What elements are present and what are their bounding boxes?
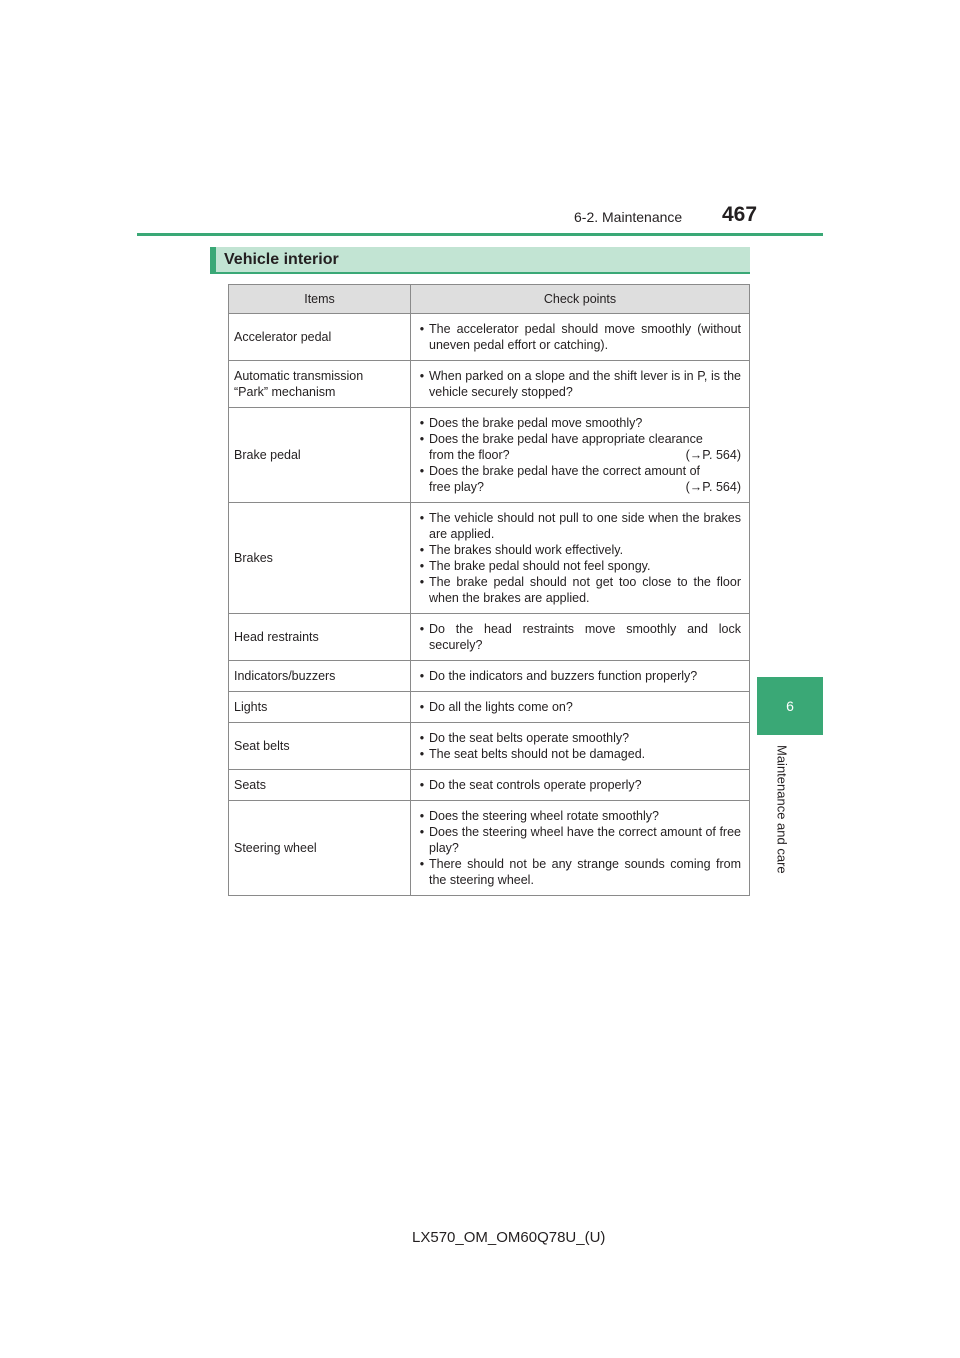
item-cell: Indicators/buzzers xyxy=(229,661,411,692)
check-point: • Does the brake pedal have the correct amount of free play? (→P. 564) xyxy=(419,464,741,494)
table-row xyxy=(229,723,750,770)
check-point: • Do the head restraints move smoothly and lock securely? xyxy=(419,622,741,652)
chapter-number: 6 xyxy=(786,698,794,714)
table-row xyxy=(229,661,750,692)
check-point: • Do the seat controls operate properly? xyxy=(419,778,642,792)
check-point: • Do the indicators and buzzers function properly? xyxy=(419,669,698,683)
table-row xyxy=(229,770,750,801)
check-point: • When parked on a slope and the shift lever is in P, is the vehicle securely stopped? xyxy=(419,369,741,399)
page-reference: (→P. 564) xyxy=(685,448,741,462)
check-point: • Does the steering wheel have the correct amount of free play? xyxy=(419,825,741,855)
page-number: 467 xyxy=(722,203,758,226)
check-point: • The vehicle should not pull to one side when the brakes are applied. xyxy=(419,511,741,541)
table-header-row xyxy=(229,285,750,314)
column-header-check-points: Check points xyxy=(411,285,750,314)
item-cell: Seats xyxy=(229,770,411,801)
check-point: • The seat belts should not be damaged. xyxy=(419,747,646,761)
item-cell: Steering wheel xyxy=(229,801,411,896)
check-points-cell xyxy=(411,692,750,723)
check-points-cell xyxy=(411,770,750,801)
check-point: • The accelerator pedal should move smoothly (without uneven pedal effort or catching). xyxy=(419,322,741,352)
check-point: • Does the steering wheel rotate smoothly? xyxy=(419,809,659,823)
item-cell: Brakes xyxy=(229,503,411,614)
item-cell: Brake pedal xyxy=(229,408,411,503)
item-cell: Lights xyxy=(229,692,411,723)
section-heading: Vehicle interior xyxy=(210,247,750,274)
check-point: • The brake pedal should not feel spongy. xyxy=(419,559,651,573)
chapter-label: Maintenance and care xyxy=(774,745,790,874)
item-cell: Accelerator pedal xyxy=(229,314,411,361)
item-cell: Seat belts xyxy=(229,723,411,770)
check-points-cell xyxy=(411,723,750,770)
table-row xyxy=(229,503,750,614)
check-points-cell xyxy=(411,314,750,361)
check-points-cell xyxy=(411,361,750,408)
check-point: • Do the seat belts operate smoothly? xyxy=(419,731,630,745)
check-points-cell xyxy=(411,503,750,614)
table-row xyxy=(229,801,750,896)
check-points-cell xyxy=(411,661,750,692)
check-points-cell xyxy=(411,801,750,896)
running-header-section: 6-2. Maintenance xyxy=(574,209,683,225)
header-rule xyxy=(137,233,823,236)
check-point: • Do all the lights come on? xyxy=(419,700,573,714)
vehicle-interior-table xyxy=(228,284,750,896)
check-point: • The brakes should work effectively. xyxy=(419,543,624,557)
page-reference: (→P. 564) xyxy=(685,480,741,494)
check-point: • Does the brake pedal move smoothly? xyxy=(419,416,643,430)
check-points-cell xyxy=(411,614,750,661)
chapter-tab xyxy=(757,677,823,735)
item-cell: Automatic transmission “Park” mechanism xyxy=(229,361,411,408)
check-point: • There should not be any strange sounds coming from the steering wheel. xyxy=(419,857,741,887)
table-row xyxy=(229,408,750,503)
item-cell: Head restraints xyxy=(229,614,411,661)
table-row xyxy=(229,692,750,723)
check-point: • Does the brake pedal have appropriate clearance from the floor? (→P. 564) xyxy=(419,432,741,462)
column-header-items: Items xyxy=(229,285,411,314)
table-row xyxy=(229,361,750,408)
table-row xyxy=(229,614,750,661)
check-point: • The brake pedal should not get too close to the floor when the brakes are applied. xyxy=(419,575,741,605)
document-code-footer: LX570_OM_OM60Q78U_(U) xyxy=(412,1229,606,1246)
check-points-cell xyxy=(411,408,750,503)
table-row xyxy=(229,314,750,361)
